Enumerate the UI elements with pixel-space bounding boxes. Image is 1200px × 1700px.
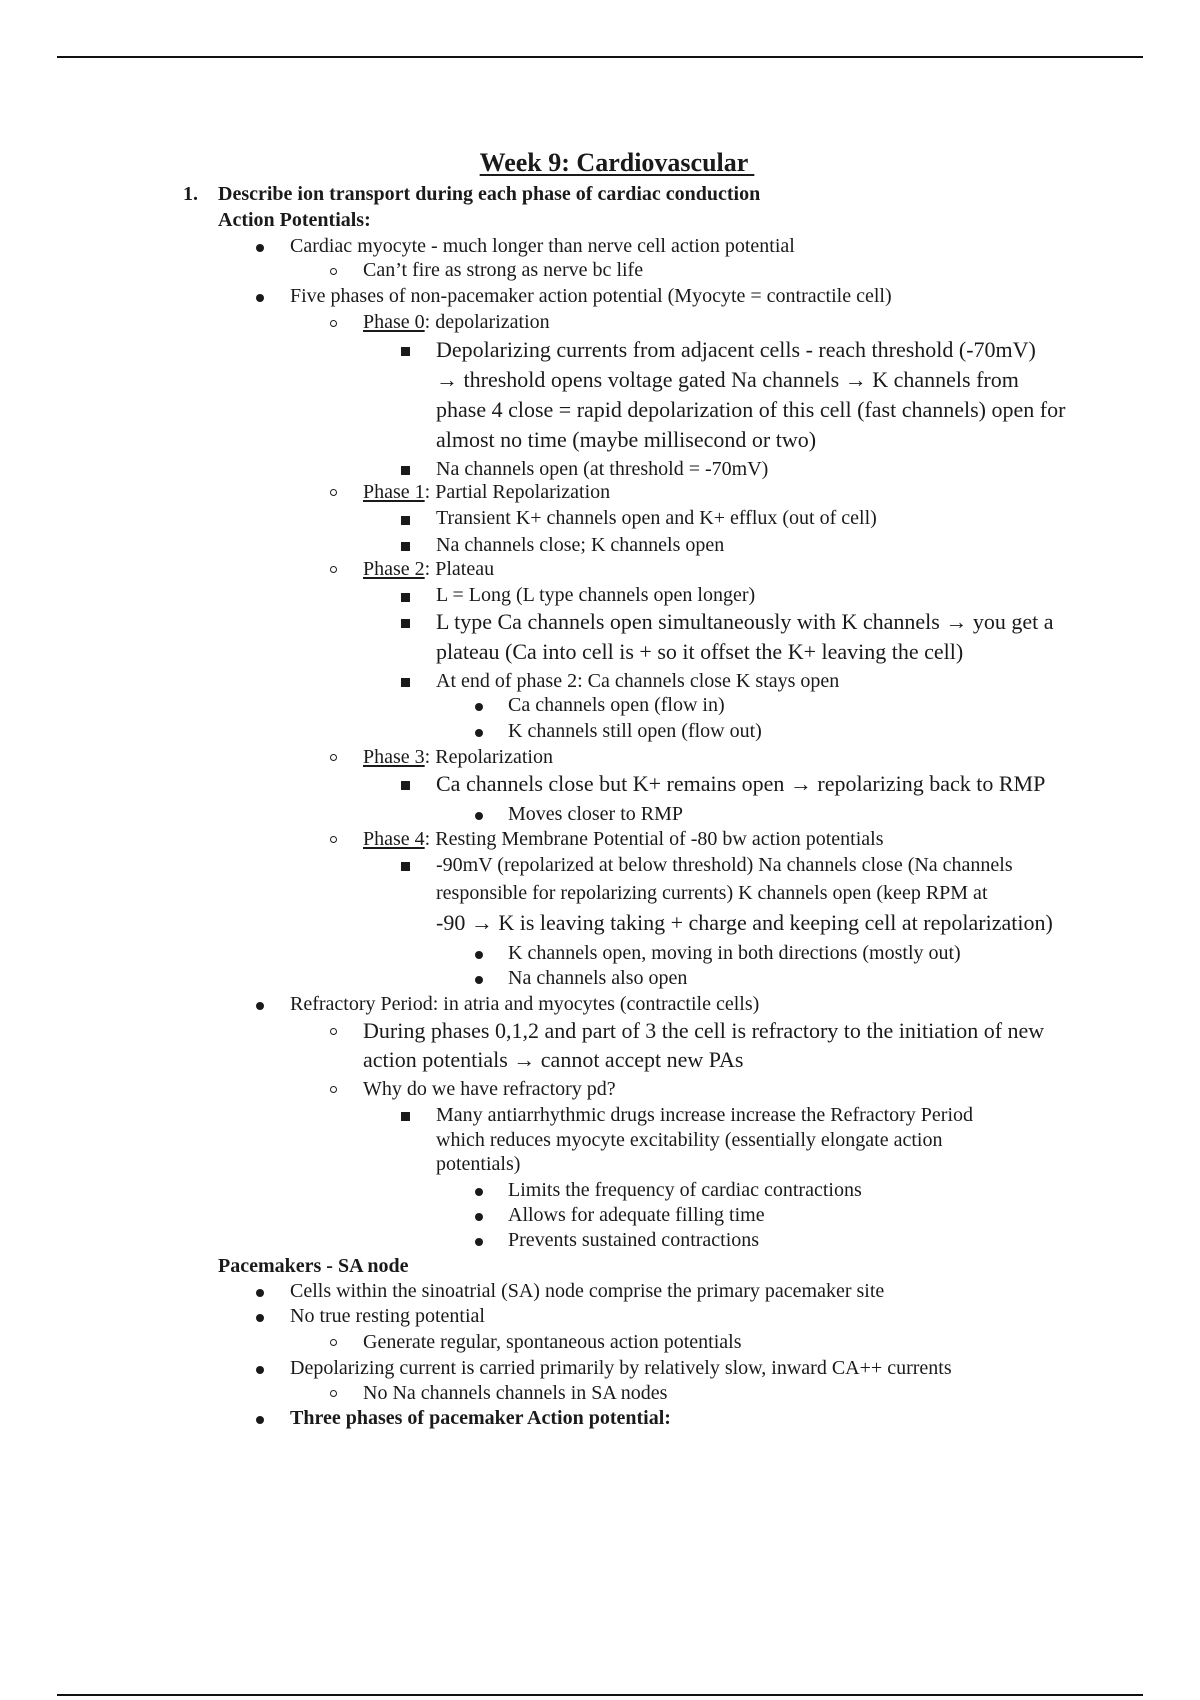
list-item: K channels still open (flow out) [508,720,762,742]
list-item: No Na channels channels in SA nodes [363,1382,668,1404]
disc-bullet [475,1188,483,1196]
disc-bullet [256,1314,264,1322]
square-bullet [401,678,410,687]
phase-0-heading [363,311,550,334]
phase-4-rest: : Resting Membrane Potential of -80 bw action potentials [424,828,884,850]
circle-bullet [330,268,337,275]
phase-2-label: Phase 2 [363,558,425,580]
list-item-continuation: potentials) [436,1153,521,1175]
phase-1-label: Phase 1 [363,481,425,503]
phase-0-rest: : depolarization [424,311,550,333]
list-item: Three phases of pacemaker Action potential: [290,1407,671,1429]
list-item-continuation: action potentials → cannot accept new PAs [363,1047,744,1072]
list-item: Na channels also open [508,967,688,989]
list-item: Refractory Period: in atria and myocytes (contractile cells) [290,993,760,1015]
square-bullet [401,619,410,628]
list-item: Ca channels open (flow in) [508,694,725,716]
list-item-continuation: phase 4 close = rapid depolarization of this cell (fast channels) open for [436,397,1066,422]
disc-bullet [475,812,483,820]
list-item: Cardiac myocyte - much longer than nerve cell action potential [290,235,795,257]
list-item: Moves closer to RMP [508,803,683,825]
list-item: Why do we have refractory pd? [363,1078,616,1100]
list-item-continuation: -90 → K is leaving taking + charge and keeping cell at repolarization) [436,910,1053,935]
list-item: No true resting potential [290,1305,485,1327]
list-item: Allows for adequate filling time [508,1204,765,1226]
list-item: K channels open, moving in both directions (mostly out) [508,942,961,964]
page-title: Week 9: Cardiovascular [479,148,755,177]
disc-bullet [256,1289,264,1297]
circle-bullet [330,754,337,761]
disc-bullet [475,976,483,984]
list-item: Depolarizing currents from adjacent cells - reach threshold (-70mV) [436,337,1036,362]
square-bullet [401,593,410,602]
list-item: Can’t fire as strong as nerve bc life [363,259,644,281]
phase-0-label: Phase 0 [363,311,425,333]
phase-2-rest: : Plateau [424,558,495,580]
disc-bullet [256,1002,264,1010]
circle-bullet [330,489,337,496]
square-bullet [401,862,410,871]
list-item-continuation: → threshold opens voltage gated Na channels → K channels from [436,367,1019,392]
disc-bullet [475,729,483,737]
list-item: Depolarizing current is carried primarily by relatively slow, inward CA++ currents [290,1357,952,1379]
list-item: Prevents sustained contractions [508,1229,760,1251]
disc-bullet [256,244,264,252]
square-bullet [401,347,410,356]
list-item: L type Ca channels open simultaneously with K channels → you get a [436,609,1054,634]
list-item: Generate regular, spontaneous action potentials [363,1331,742,1353]
circle-bullet [330,1086,337,1093]
circle-bullet [330,836,337,843]
phase-3-label: Phase 3 [363,746,425,768]
list-item: At end of phase 2: Ca channels close K stays open [436,670,840,692]
circle-bullet [330,1028,337,1035]
disc-bullet [475,1213,483,1221]
list-item-continuation: which reduces myocyte excitability (essentially elongate action [436,1129,943,1151]
list-item-continuation: almost no time (maybe millisecond or two) [436,427,817,452]
square-bullet [401,516,410,525]
section-heading-pacemakers: Pacemakers - SA node [218,1255,409,1277]
phase-3-rest: : Repolarization [424,746,553,768]
circle-bullet [330,566,337,573]
list-item: Na channels close; K channels open [436,534,725,556]
circle-bullet [330,1339,337,1346]
phase-4-heading [363,828,883,851]
square-bullet [401,1112,410,1121]
square-bullet [401,466,410,475]
disc-bullet [256,1366,264,1374]
list-item-continuation: plateau (Ca into cell is + so it offset the K+ leaving the cell) [436,639,964,664]
circle-bullet [330,1390,337,1397]
question-number: 1. [183,183,198,205]
square-bullet [401,542,410,551]
list-item: Many antiarrhythmic drugs increase increase the Refractory Period [436,1104,974,1126]
disc-bullet [256,294,264,302]
square-bullet [401,781,410,790]
top-rule [57,56,1143,58]
list-item: Transient K+ channels open and K+ efflux (out of cell) [436,507,877,529]
list-item: L = Long (L type channels open longer) [436,584,756,606]
phase-4-label: Phase 4 [363,828,425,850]
question-text: Describe ion transport during each phase of cardiac conduction [218,183,761,205]
disc-bullet [475,951,483,959]
list-item: During phases 0,1,2 and part of 3 the cell is refractory to the initiation of new [363,1018,1045,1043]
list-item: Cells within the sinoatrial (SA) node comprise the primary pacemaker site [290,1280,885,1302]
disc-bullet [475,1238,483,1246]
list-item: Ca channels close but K+ remains open → repolarizing back to RMP [436,771,1046,796]
disc-bullet [475,703,483,711]
bottom-rule [57,1694,1143,1696]
section-heading-action-potentials: Action Potentials: [218,209,371,231]
list-item: Limits the frequency of cardiac contractions [508,1179,862,1201]
phase-3-heading [363,746,553,769]
phase-2-heading [363,558,494,581]
phase-1-heading [363,481,610,504]
list-item: -90mV (repolarized at below threshold) Na channels close (Na channels [436,854,1013,876]
list-item-continuation: responsible for repolarizing currents) K channels open (keep RPM at [436,882,988,904]
disc-bullet [256,1416,264,1424]
phase-1-rest: : Partial Repolarization [424,481,611,503]
list-item: Na channels open (at threshold = -70mV) [436,458,769,480]
list-item: Five phases of non-pacemaker action potential (Myocyte = contractile cell) [290,285,892,307]
circle-bullet [330,320,337,327]
